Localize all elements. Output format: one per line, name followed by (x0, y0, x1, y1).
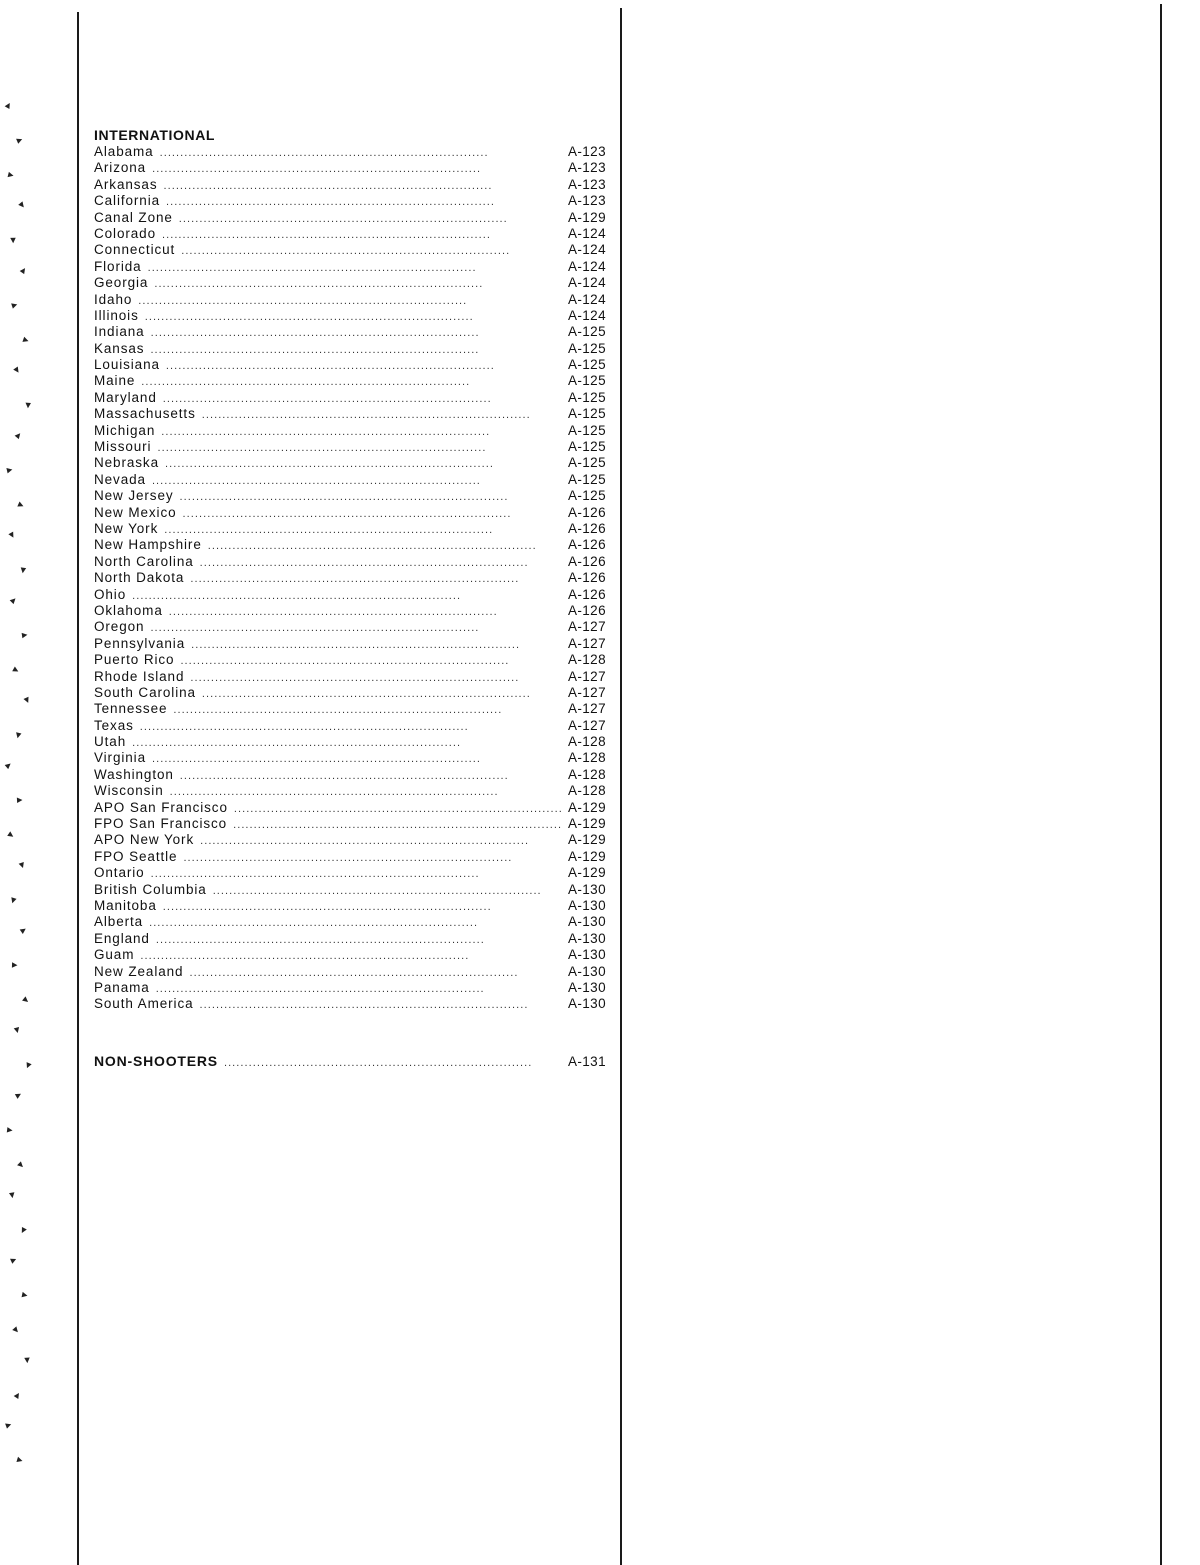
dot-leader (151, 866, 566, 882)
index-entry (94, 275, 606, 291)
entry-page: A-130 (567, 914, 606, 930)
entry-page: A-124 (567, 242, 606, 258)
non-shooters-label: NON-SHOOTERS (94, 1053, 218, 1069)
entry-name: APO New York (94, 832, 195, 848)
entry-page: A-127 (567, 701, 606, 717)
entry-name: Kansas (94, 340, 145, 356)
binding-mark-icon: ▸ (16, 498, 26, 512)
binding-mark-icon: ▸ (5, 529, 19, 541)
entry-name: England (94, 930, 150, 946)
dot-leader (161, 424, 566, 440)
entry-page: A-128 (567, 766, 606, 782)
right-column-rule (1160, 4, 1162, 1565)
entry-page: A-123 (567, 193, 606, 209)
entry-name: Alabama (94, 144, 154, 159)
dot-leader (191, 637, 566, 653)
entry-name: British Columbia (94, 881, 207, 897)
entry-name: Virginia (94, 750, 146, 766)
entry-page: A-124 (567, 258, 606, 274)
entry-page: A-128 (567, 783, 606, 799)
index-entry (94, 619, 606, 635)
entry-name: Washington (94, 766, 174, 782)
binding-mark-icon: ▸ (16, 264, 30, 276)
index-entry (94, 259, 606, 275)
binding-mark-icon: ▸ (21, 333, 31, 347)
binding-hole-marks (0, 0, 60, 1565)
binding-mark-icon: ▸ (2, 758, 15, 772)
binding-mark-icon: ▸ (22, 402, 35, 409)
entry-page: A-125 (567, 324, 606, 340)
index-entry (94, 292, 606, 308)
entry-name: Rhode Island (94, 668, 185, 684)
dot-leader (148, 260, 566, 276)
index-entry-list (94, 144, 606, 1013)
dot-leader (202, 686, 566, 702)
index-entry (94, 750, 606, 766)
entry-page: A-127 (567, 619, 606, 635)
entry-name: Florida (94, 258, 142, 274)
binding-mark-icon: ▸ (5, 828, 17, 842)
index-entry (94, 783, 606, 799)
binding-mark-icon: ▸ (12, 429, 25, 442)
binding-mark-icon: ▸ (20, 1288, 29, 1302)
entry-page: A-124 (567, 307, 606, 323)
entry-name: South Carolina (94, 684, 196, 700)
binding-mark-icon: ▸ (16, 1225, 30, 1236)
binding-mark-icon: ▸ (14, 1158, 28, 1172)
entry-name: New Zealand (94, 963, 184, 979)
entry-page: A-126 (567, 504, 606, 520)
dot-leader (154, 276, 566, 292)
binding-mark-icon: ▸ (6, 1123, 14, 1137)
index-entry (94, 882, 606, 898)
entry-name: New Jersey (94, 488, 174, 504)
entry-name: New Hampshire (94, 537, 202, 553)
entry-page: A-126 (567, 537, 606, 553)
dot-leader (180, 653, 566, 669)
entry-page: A-125 (567, 488, 606, 504)
entry-page: A-125 (567, 455, 606, 471)
entry-name: Illinois (94, 307, 139, 323)
index-entry (94, 980, 606, 996)
binding-mark-icon: ▸ (9, 1324, 23, 1337)
index-entry (94, 947, 606, 963)
entry-name: Nevada (94, 471, 146, 487)
dot-leader (164, 522, 566, 538)
entry-name: California (94, 193, 161, 209)
dot-leader (179, 211, 566, 227)
index-entry (94, 734, 606, 750)
left-column-rule (77, 12, 79, 1565)
entry-name: Idaho (94, 291, 133, 307)
dot-leader (234, 801, 566, 817)
entry-name: Tennessee (94, 701, 168, 717)
entry-page: A-123 (567, 176, 606, 192)
index-entry (94, 373, 606, 389)
entry-name: Missouri (94, 439, 152, 455)
dot-leader (180, 768, 566, 784)
entry-name: APO San Francisco (94, 799, 228, 815)
entry-page: A-125 (567, 357, 606, 373)
dot-leader (165, 456, 566, 472)
entry-name: Massachusetts (94, 406, 196, 422)
index-entry (94, 767, 606, 783)
binding-mark-icon: ▸ (7, 593, 20, 607)
index-entry (94, 636, 606, 652)
dot-leader (189, 965, 566, 981)
dot-leader (181, 243, 566, 259)
entry-page: A-127 (567, 668, 606, 684)
entry-page: A-126 (567, 602, 606, 618)
entry-name: Nebraska (94, 455, 159, 471)
entry-page: A-129 (567, 816, 606, 832)
index-entry (94, 685, 606, 701)
entry-page: A-130 (567, 963, 606, 979)
section-heading: INTERNATIONAL (94, 127, 216, 143)
entry-page: A-123 (567, 144, 606, 159)
dot-leader (170, 784, 566, 800)
dot-leader (140, 948, 566, 964)
binding-mark-icon: ▸ (20, 695, 34, 706)
non-shooters-entry (94, 1053, 606, 1069)
dot-leader (233, 817, 566, 833)
binding-mark-icon: ▸ (15, 1453, 25, 1467)
dot-leader (163, 899, 566, 915)
entry-page: A-128 (567, 734, 606, 750)
binding-mark-icon: ▸ (10, 364, 24, 376)
entry-name: Maryland (94, 389, 157, 405)
binding-mark-icon: ▸ (21, 1060, 35, 1071)
index-entry (94, 472, 606, 488)
binding-mark-icon: ▸ (16, 793, 23, 807)
entry-name: Utah (94, 734, 127, 750)
binding-mark-icon: ▸ (6, 168, 16, 182)
index-entry (94, 242, 606, 258)
entry-page: A-125 (567, 373, 606, 389)
binding-mark-icon: ▸ (5, 463, 14, 477)
dot-leader (140, 719, 566, 735)
binding-mark-icon: ▸ (6, 896, 20, 906)
binding-mark-icon: ▸ (5, 1191, 19, 1200)
entry-page: A-124 (567, 275, 606, 291)
entry-page: A-124 (567, 225, 606, 241)
index-entry (94, 226, 606, 242)
index-entry (94, 357, 606, 373)
index-entry (94, 898, 606, 914)
dot-leader (200, 833, 566, 849)
entry-name: New Mexico (94, 504, 177, 520)
dot-leader (200, 997, 566, 1013)
index-entry (94, 160, 606, 176)
entry-page: A-127 (567, 684, 606, 700)
entry-page: A-127 (567, 635, 606, 651)
index-entry (94, 964, 606, 980)
entry-page: A-125 (567, 389, 606, 405)
dot-leader (156, 932, 566, 948)
entry-name: Connecticut (94, 242, 176, 258)
index-entry (94, 308, 606, 324)
dot-leader (173, 702, 566, 718)
entry-name: Panama (94, 979, 150, 995)
index-entry (94, 521, 606, 537)
binding-mark-icon: ▸ (8, 1253, 19, 1267)
entry-page: A-130 (567, 930, 606, 946)
entry-name: Texas (94, 717, 134, 733)
dot-leader (190, 571, 566, 587)
entry-name: Indiana (94, 324, 145, 340)
index-entry (94, 832, 606, 848)
binding-mark-icon: ▸ (15, 199, 29, 212)
entry-page: A-129 (567, 209, 606, 225)
entry-page: A-126 (567, 570, 606, 586)
entry-name: Ontario (94, 865, 145, 881)
binding-mark-icon: ▸ (11, 958, 18, 972)
index-entry (94, 177, 606, 193)
entry-page: A-129 (567, 848, 606, 864)
index-entry (94, 144, 606, 160)
dot-leader (208, 538, 566, 554)
binding-mark-icon: ▸ (21, 1357, 34, 1364)
entry-name: Manitoba (94, 897, 157, 913)
entry-page: A-126 (567, 553, 606, 569)
entry-page: A-125 (567, 471, 606, 487)
binding-mark-icon: ▸ (15, 860, 29, 870)
entry-name: Wisconsin (94, 783, 164, 799)
dot-leader (202, 407, 566, 423)
entry-name: Canal Zone (94, 209, 173, 225)
binding-mark-icon: ▸ (7, 237, 20, 244)
index-entry (94, 570, 606, 586)
binding-mark-icon: ▸ (10, 1026, 24, 1035)
dot-leader (224, 1057, 566, 1069)
entry-name: Michigan (94, 422, 156, 438)
entry-name: Colorado (94, 225, 156, 241)
index-entry (94, 669, 606, 685)
dot-leader (152, 473, 566, 489)
entry-page: A-128 (567, 750, 606, 766)
entry-page: A-123 (567, 160, 606, 176)
entry-page: A-130 (567, 881, 606, 897)
entry-name: Puerto Rico (94, 652, 175, 668)
index-entry (94, 537, 606, 553)
dot-leader (183, 506, 566, 522)
entry-page: A-125 (567, 340, 606, 356)
entry-page: A-125 (567, 439, 606, 455)
entry-name: Arizona (94, 160, 147, 176)
entry-name: Maine (94, 373, 136, 389)
index-entry (94, 193, 606, 209)
dot-leader (190, 670, 566, 686)
entry-name: Arkansas (94, 176, 158, 192)
entry-name: Oregon (94, 619, 145, 635)
binding-mark-icon: ▸ (13, 1088, 24, 1102)
index-entry (94, 587, 606, 603)
dot-leader (150, 620, 566, 636)
entry-page: A-130 (567, 996, 606, 1012)
index-entry (94, 341, 606, 357)
entry-page: A-129 (567, 799, 606, 815)
index-entry (94, 324, 606, 340)
dot-leader (138, 293, 566, 309)
entry-name: Georgia (94, 275, 149, 291)
entry-name: North Carolina (94, 553, 194, 569)
entry-page: A-126 (567, 520, 606, 536)
index-entry (94, 488, 606, 504)
entry-name: Louisiana (94, 357, 160, 373)
entry-page: A-130 (567, 947, 606, 963)
index-entry (94, 210, 606, 226)
dot-leader (141, 374, 566, 390)
entry-name: FPO Seattle (94, 848, 178, 864)
center-column-rule (620, 8, 622, 1565)
index-entry (94, 439, 606, 455)
binding-mark-icon: ▸ (14, 133, 25, 147)
index-entry (94, 406, 606, 422)
index-entry (94, 652, 606, 668)
entry-page: A-130 (567, 897, 606, 913)
entry-page: A-126 (567, 586, 606, 602)
binding-mark-icon: ▸ (17, 923, 30, 937)
dot-leader (132, 735, 566, 751)
index-entry (94, 603, 606, 619)
index-entry (94, 423, 606, 439)
entry-page: A-125 (567, 422, 606, 438)
dot-leader (180, 489, 566, 505)
entry-name: North Dakota (94, 570, 185, 586)
non-shooters-page: A-131 (567, 1054, 606, 1069)
entry-page: A-125 (567, 406, 606, 422)
dot-leader (166, 194, 566, 210)
index-entry (94, 554, 606, 570)
entry-page: A-129 (567, 832, 606, 848)
entry-name: Alberta (94, 914, 144, 930)
entry-name: Ohio (94, 586, 127, 602)
entry-name: New York (94, 520, 159, 536)
entry-name: Guam (94, 947, 135, 963)
binding-mark-icon: ▸ (20, 993, 33, 1007)
binding-mark-icon: ▸ (10, 663, 22, 677)
index-entry (94, 996, 606, 1012)
index-entry (94, 455, 606, 471)
entry-page: A-129 (567, 865, 606, 881)
index-entry (94, 718, 606, 734)
dot-leader (183, 850, 566, 866)
dot-leader (145, 309, 566, 325)
dot-leader (149, 915, 566, 931)
binding-mark-icon: ▸ (16, 566, 30, 575)
dot-leader (157, 440, 566, 456)
index-entry (94, 849, 606, 865)
dot-leader (132, 588, 566, 604)
entry-page: A-130 (567, 979, 606, 995)
dot-leader (166, 358, 566, 374)
entry-name: South America (94, 996, 194, 1012)
binding-mark-icon: ▸ (21, 628, 29, 642)
binding-mark-icon: ▸ (1, 99, 15, 111)
dot-leader (213, 883, 566, 899)
entry-name: Pennsylvania (94, 635, 186, 651)
dot-leader (160, 145, 566, 161)
entry-name: FPO San Francisco (94, 816, 228, 832)
index-entry (94, 701, 606, 717)
binding-mark-icon: ▸ (11, 731, 25, 740)
index-entry (94, 816, 606, 832)
entry-page: A-124 (567, 291, 606, 307)
index-entry (94, 390, 606, 406)
dot-leader (162, 227, 566, 243)
entry-page: A-128 (567, 652, 606, 668)
index-entry (94, 800, 606, 816)
international-index (94, 126, 606, 1013)
dot-leader (163, 178, 565, 194)
dot-leader (200, 555, 566, 571)
binding-mark-icon: ▸ (10, 298, 20, 312)
index-entry (94, 505, 606, 521)
dot-leader (169, 604, 566, 620)
dot-leader (156, 981, 566, 997)
entry-page: A-127 (567, 717, 606, 733)
index-entry (94, 865, 606, 881)
dot-leader (151, 325, 566, 341)
dot-leader (163, 391, 566, 407)
binding-mark-icon: ▸ (3, 1418, 14, 1432)
dot-leader (150, 342, 566, 358)
binding-mark-icon: ▸ (10, 1389, 24, 1401)
index-entry (94, 931, 606, 947)
dot-leader (152, 751, 566, 767)
dot-leader (152, 161, 566, 177)
entry-name: Oklahoma (94, 602, 163, 618)
index-entry (94, 914, 606, 930)
